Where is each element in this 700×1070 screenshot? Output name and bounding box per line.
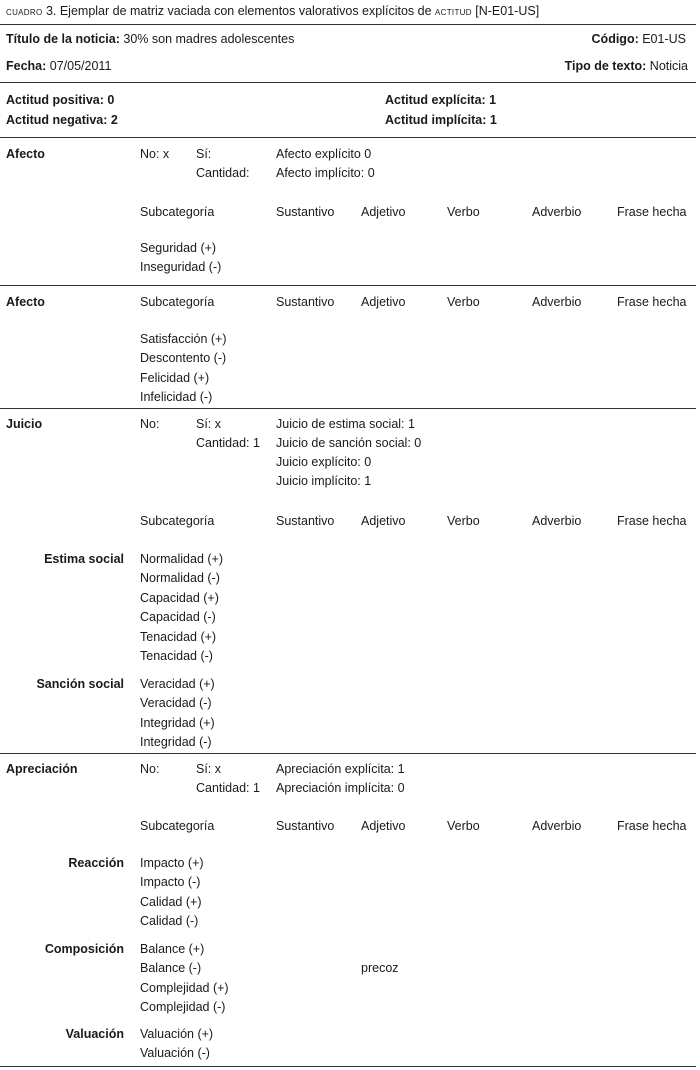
col-adjetivo: Adjetivo bbox=[361, 819, 406, 833]
apreciacion-no: No: bbox=[140, 762, 160, 776]
list-item: Normalidad (+) bbox=[140, 552, 224, 566]
list-item: Veracidad (-) bbox=[140, 696, 212, 711]
table-caption bbox=[6, 2, 539, 22]
afecto-explicito: Afecto explícito 0 bbox=[276, 147, 372, 161]
list-item: Normalidad (-) bbox=[140, 571, 220, 586]
col-frase-hecha: Frase hecha bbox=[617, 819, 687, 833]
col-subcategoria: Subcategoría bbox=[140, 819, 215, 833]
afecto-implicito: Afecto implícito: 0 bbox=[276, 166, 375, 180]
list-item: Infelicidad (-) bbox=[140, 390, 213, 405]
apreciacion-label: Apreciación bbox=[6, 762, 78, 776]
juicio-no: No: bbox=[140, 417, 160, 431]
list-item: Veracidad (+) bbox=[140, 677, 215, 691]
juicio-stats bbox=[276, 415, 421, 491]
col-adjetivo: Adjetivo bbox=[361, 295, 406, 309]
afecto-si: Sí: bbox=[196, 147, 212, 161]
codigo-row: Código: E01-US bbox=[591, 32, 686, 46]
col-frase-hecha: Frase hecha bbox=[617, 205, 687, 219]
list-item: Tenacidad (+) bbox=[140, 629, 217, 644]
sancion-social-items bbox=[140, 675, 215, 753]
list-item: Balance (-) bbox=[140, 961, 202, 976]
col-subcategoria: Subcategoría bbox=[140, 514, 215, 528]
col-verbo: Verbo bbox=[447, 819, 480, 833]
col-subcategoria: Subcategoría bbox=[140, 295, 215, 309]
composicion-items bbox=[140, 940, 229, 1018]
apreciacion-cantidad: Cantidad: 1 bbox=[196, 781, 260, 795]
afecto-label: Afecto bbox=[6, 147, 45, 161]
caption-actitud: ACTITUD bbox=[435, 8, 472, 17]
list-item: Complejidad (+) bbox=[140, 980, 229, 995]
col-adverbio: Adverbio bbox=[532, 819, 582, 833]
col-adverbio: Adverbio bbox=[532, 205, 582, 219]
list-item: Capacidad (-) bbox=[140, 610, 216, 625]
col-verbo: Verbo bbox=[447, 514, 480, 528]
list-item: Juicio de estima social: 1 bbox=[276, 417, 415, 431]
composicion-adjetivo-value: precoz bbox=[361, 961, 399, 975]
col-sustantivo: Sustantivo bbox=[276, 205, 335, 219]
col-verbo: Verbo bbox=[447, 205, 480, 219]
list-item: Integridad (-) bbox=[140, 735, 212, 750]
list-item: Inseguridad (-) bbox=[140, 260, 222, 275]
list-item: Calidad (+) bbox=[140, 894, 202, 909]
list-item: Complejidad (-) bbox=[140, 1000, 226, 1015]
apreciacion-si: Sí: x bbox=[196, 762, 222, 776]
col-subcategoria: Subcategoría bbox=[140, 205, 215, 219]
col-sustantivo: Sustantivo bbox=[276, 514, 335, 528]
reaccion-label: Reacción bbox=[68, 856, 124, 870]
composicion-label: Composición bbox=[44, 942, 124, 956]
list-item: Valuación (+) bbox=[140, 1027, 214, 1041]
afecto2-rule bbox=[0, 408, 696, 409]
list-item: Integridad (+) bbox=[140, 715, 215, 730]
list-item: Balance (+) bbox=[140, 942, 205, 956]
list-item: Juicio explícito: 0 bbox=[276, 455, 372, 469]
col-adverbio: Adverbio bbox=[532, 514, 582, 528]
actitud-implicita: Actitud implícita: 1 bbox=[385, 113, 497, 127]
col-adjetivo: Adjetivo bbox=[361, 205, 406, 219]
sancion-social-label: Sanción social bbox=[36, 677, 124, 691]
list-item: Tenacidad (-) bbox=[140, 648, 213, 663]
titulo-row: Título de la noticia: 30% son madres adolescentes bbox=[6, 32, 295, 46]
list-item: Impacto (-) bbox=[140, 875, 201, 890]
juicio-rule bbox=[0, 753, 696, 754]
col-sustantivo: Sustantivo bbox=[276, 819, 335, 833]
col-verbo: Verbo bbox=[447, 295, 480, 309]
actitud-rule bbox=[0, 137, 696, 138]
bottom-rule bbox=[0, 1066, 696, 1067]
afecto-no: No: x bbox=[140, 147, 170, 161]
apreciacion-explicita: Apreciación explícita: 1 bbox=[276, 762, 405, 776]
afecto-rule bbox=[0, 285, 696, 286]
juicio-label: Juicio bbox=[6, 417, 43, 431]
list-item: Juicio implícito: 1 bbox=[276, 474, 372, 488]
valuacion-items bbox=[140, 1025, 213, 1064]
col-frase-hecha: Frase hecha bbox=[617, 295, 687, 309]
col-adverbio: Adverbio bbox=[532, 295, 582, 309]
caption-prefix: CUADRO bbox=[6, 8, 43, 17]
apreciacion-implicita: Apreciación implícita: 0 bbox=[276, 781, 405, 795]
juicio-cantidad: Cantidad: 1 bbox=[196, 436, 260, 450]
list-item: Felicidad (+) bbox=[140, 370, 210, 385]
actitud-negativa: Actitud negativa: 2 bbox=[6, 113, 118, 127]
estima-social-items bbox=[140, 550, 223, 666]
list-item: Juicio de sanción social: 0 bbox=[276, 436, 422, 450]
afecto-label-2: Afecto bbox=[6, 295, 45, 309]
fecha-row: Fecha: 07/05/2011 bbox=[6, 59, 112, 73]
reaccion-items bbox=[140, 854, 204, 932]
list-item: Valuación (-) bbox=[140, 1046, 210, 1061]
list-item: Seguridad (+) bbox=[140, 241, 217, 255]
list-item: Calidad (-) bbox=[140, 914, 199, 929]
list-item: Descontento (-) bbox=[140, 351, 227, 366]
valuacion-label: Valuación bbox=[65, 1027, 124, 1041]
list-item: Impacto (+) bbox=[140, 856, 204, 870]
header-rule bbox=[0, 82, 696, 83]
actitud-positiva: Actitud positiva: 0 bbox=[6, 93, 115, 107]
actitud-explicita: Actitud explícita: 1 bbox=[385, 93, 497, 107]
afecto2-items bbox=[140, 330, 227, 408]
juicio-si: Sí: x bbox=[196, 417, 222, 431]
afecto-items bbox=[140, 239, 221, 278]
col-sustantivo: Sustantivo bbox=[276, 295, 335, 309]
afecto-cantidad: Cantidad: bbox=[196, 166, 250, 180]
col-adjetivo: Adjetivo bbox=[361, 514, 406, 528]
list-item: Capacidad (+) bbox=[140, 590, 219, 605]
tipo-row: Tipo de texto: Noticia bbox=[564, 59, 688, 73]
caption-text: 3. Ejemplar de matriz vaciada con elementos valorativos explícitos de bbox=[42, 4, 436, 18]
estima-social-label: Estima social bbox=[44, 552, 124, 566]
caption-suffix: [N-E01-US] bbox=[471, 4, 540, 18]
list-item: Satisfacción (+) bbox=[140, 332, 227, 346]
top-rule bbox=[0, 24, 696, 25]
col-frase-hecha: Frase hecha bbox=[617, 514, 687, 528]
